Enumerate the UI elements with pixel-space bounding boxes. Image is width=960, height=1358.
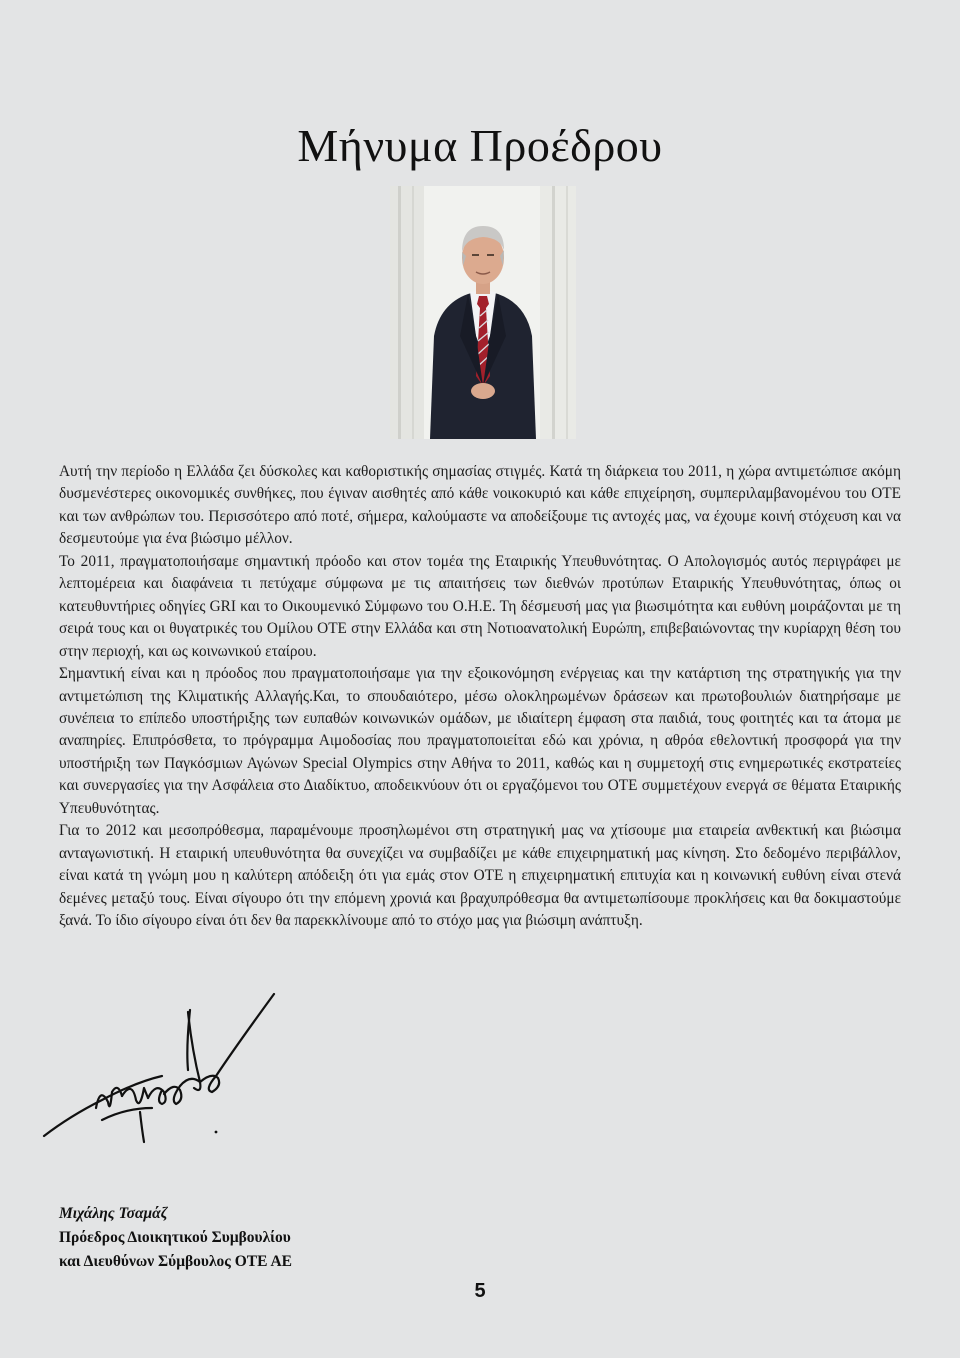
page-title: Μήνυμα Προέδρου xyxy=(297,119,663,171)
paragraph: Για το 2012 και μεσοπρόθεσμα, παραμένουμε προσηλωμένοι στη στρατηγική μας να χτίσουμε μια εταιρεία ανθεκτική και βιώσιμα ανταγωνιστική. Η εταιρική υπευθυνότητα θα συνεχίζει να συμβαδίζει με κάθε επιχειρηματική μας κίνηση. Στο δεδομένο περιβάλλον, είναι κατά τη γνώμη μου η καλύτερη απόδειξη ότι για εμάς στον ΟΤΕ η επιχειρηματική επιτυχία και η κοινωνική ευθύνη είναι στενά δεμένες μεταξύ τους. Είναι σίγουρο ότι την επόμενη χρονιά και βραχυπρόθεσμα θα αντιμετωπίσουμε προκλήσεις και θα δοκιμαστούμε ξανά. Το ίδιο σίγουρο είναι ότι δεν θα παρεκκλίνουμε από το στόχο μας για βιώσιμη ανάπτυξη. xyxy=(59,822,901,930)
signatory-role-2: και Διευθύνων Σύμβουλος ΟΤΕ ΑΕ xyxy=(59,1253,293,1270)
paragraph: Αυτή την περίοδο η Ελλάδα ζει δύσκολες και καθοριστικής σημασίας στιγμές. Κατά τη διάρκεια του 2011, η χώρα αντιμετώπισε ακόμη δυσμενέστερες οικονομικές συνθήκες, που έγιναν αισθητές από κάθε νοικοκυριό και κάθε επιχείρηση, συμπεριλαμβανομένου του ΟΤΕ και των ανθρώπων του. Περισσότερο από ποτέ, σήμερα, καλούμαστε να αποδείξουμε τις αντοχές μας, να έχουμε κοινή στόχευση και να δεσμευτούμε για ένα βιώσιμο μέλλον. xyxy=(59,463,901,548)
paragraph: Το 2011, πραγματοποιήσαμε σημαντική πρόοδο και στον τομέα της Εταιρικής Υπευθυνότητας. Ο Απολογισμός αυτός περιγράφει με λεπτομέρεια και διαφάνεια τι πετύχαμε σύμφωνα με τις απαιτήσεις των διεθνών προτύπων Εταιρικής Υπευθυνότητας, όπως οι κατευθυντήριες οδηγίες GRI και το Οικουμενικό Σύμφωνο του Ο.Η.Ε. Τη δέσμευσή μας για βιωσιμότητα και ευθύνη μοιράζονται με τη σειρά τους και οι θυγατρικές του Ομίλου ΟΤΕ στην Ελλάδα και στη Νοτιοανατολική Ευρώπη, επιβεβαιώνοντας την κυρίαρχη θέση του στην περιοχή, και ως κοινωνικού εταίρου. xyxy=(59,552,901,660)
signature-icon xyxy=(40,990,300,1150)
chairman-portrait xyxy=(390,186,576,439)
paragraph: Σημαντική είναι και η πρόοδος που πραγματοποιήσαμε για την εξοικονόμηση ενέργειας και την κατάρτιση της στρατηγικής για την αντιμετώπιση της Κλιματικής Αλλαγής.Και, το σπουδαιότερο, μέσω ολοκληρωμένων δράσεων και πρωτοβουλιών διατηρήσαμε με συνέπεια το επίπεδο υποστήριξης των ευπαθών κοινωνικών ομάδων, με ιδιαίτερη έμφαση στα παιδιά, τους φοιτητές και τα άτομα με αναπηρίες. Επιπρόσθετα, το πρόγραμμα Αιμοδοσίας που πραγματοποιείται εδώ και χρόνια, η αθρόα εθελοντική προσφορά για την υποστήριξη των Παγκόσμιων Αγώνων Special Olympics στην Αθήνα το 2011, καθώς και η συμμετοχή στις ενημερωτικές εκστρατείες και συνεργασίες για την Ασφάλεια στο Διαδίκτυο, αποδεικνύουν ότι οι εργαζόμενοι του ΟΤΕ συμμετέχουν ενεργά σε θέματα Εταιρικής Υπευθυνότητας. xyxy=(59,665,901,817)
signatory-block xyxy=(59,1202,292,1274)
page-number: 5 xyxy=(474,1280,486,1302)
signatory-role: Πρόεδρος Διοικητικού Συμβουλίου xyxy=(59,1229,291,1246)
chairman-photo-icon xyxy=(390,186,576,439)
signatory-name: Μιχάλης Τσαμάζ xyxy=(59,1205,168,1222)
handwritten-signature xyxy=(40,990,300,1150)
letter-body xyxy=(59,461,901,933)
